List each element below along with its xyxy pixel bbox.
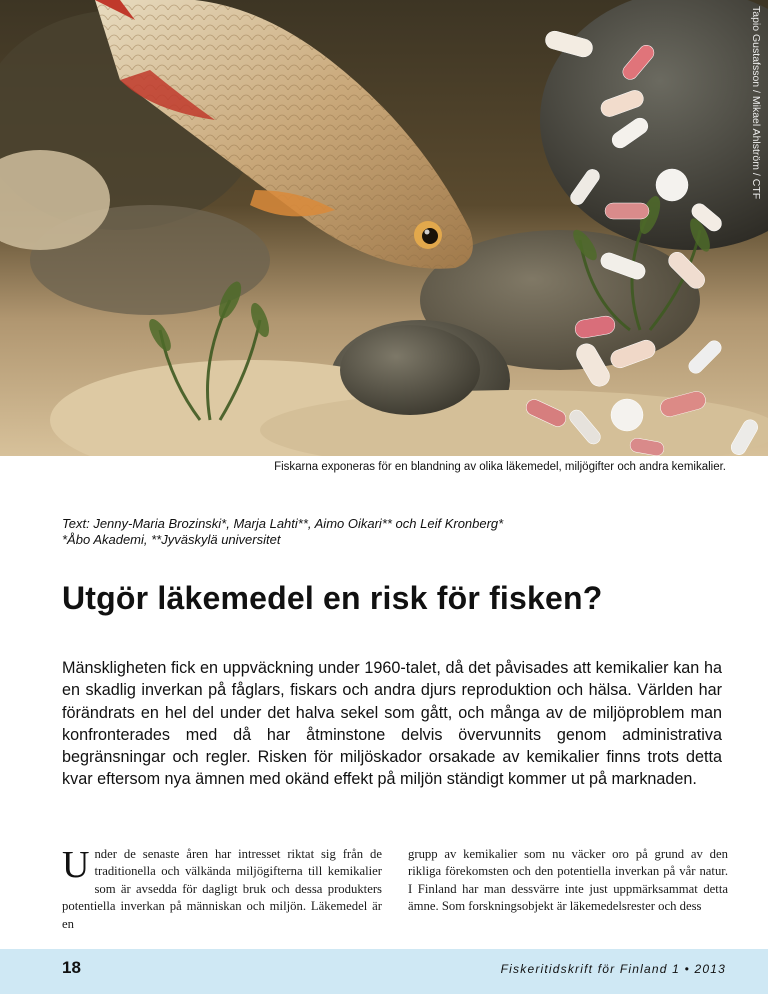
page-number: 18 [62, 958, 81, 977]
left-column-text: nder de senaste åren har intresset riktat sig från de traditionella och välkända miljögifterna till kemikalier som är avsedda för dagligt bruk och dessa produkters potentiella inverkan på människan och miljön. Läkemedel är en [62, 847, 382, 931]
body-column-right [408, 846, 728, 916]
right-column-text: grupp av kemikalier som nu väcker oro på grund av den rikliga förekomsten och den potentiella inverkan på vår natur. I Finland har man dessvärre inte just uppmärksammat detta ämne. Som forskningsobjekt är läkemedelsrester och dess [408, 847, 728, 914]
affiliations: *Åbo Akademi, **Jyväskylä universitet [62, 532, 281, 547]
photo-credit: Tapio Gustafsson / Mikael Ahlström / CTF [750, 6, 762, 200]
cover-photo [0, 0, 768, 456]
headline: Utgör läkemedel en risk för fisken? [62, 580, 603, 616]
lead-paragraph: Mänskligheten fick en uppväckning under 1960-talet, då det påvisades att kemikalier kan ha en skadlig inverkan på fåglars, fiskars och andra djurs reproduktion och hälsa. Världen har förändrats en hel del under det halva sekel som gått, och många av de miljöproblem man konfronterades med då har åtminstone delvis övervunnits genom administrativa begränsningar och regler. Risken för miljöskador orsakade av kemikalier finns trots detta kvar eftersom nya ämnen med okänd effekt på miljön ständigt kommer ut på marknaden. [62, 659, 722, 789]
photo-caption: Fiskarna exponeras för en blandning av olika läkemedel, miljögifter och andra kemikalier. [274, 461, 726, 473]
body-column-left [62, 846, 382, 933]
fish-and-pills-illustration [0, 0, 768, 456]
authors: Text: Jenny-Maria Brozinski*, Marja Lahti**, Aimo Oikari** och Leif Kronberg* [62, 516, 504, 531]
drop-cap: U [62, 844, 90, 886]
byline [62, 516, 722, 548]
journal-name: Fiskeritidskrift för Finland 1 • 2013 [500, 962, 726, 976]
